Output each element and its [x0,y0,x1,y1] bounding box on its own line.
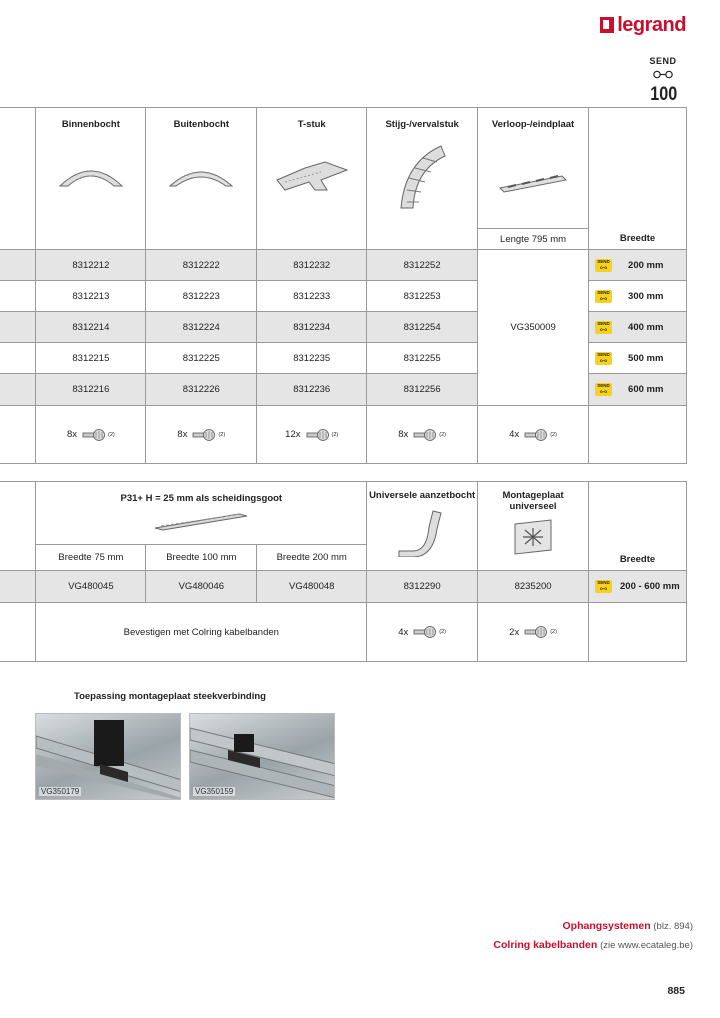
photo-code-2: VG350159 [195,787,234,796]
send-icon: SEND o-o [595,580,612,593]
code-cell: 8312223 [146,281,257,312]
width-value: 600 mm [628,384,664,395]
col-t-stuk-label: T-stuk [297,119,326,130]
bolt-nut-icon [523,428,549,442]
code-cell: 8312212 [36,250,146,281]
qty-cell [478,603,589,662]
width-value: 200 mm [628,259,664,271]
code-cell: 8312234 [257,312,367,343]
col-breedte-label: Breedte [619,233,656,244]
footnote-ref: (2) [550,431,557,438]
bolt-nut-icon [81,428,107,442]
send-icon: SEND o-o [595,321,612,334]
code-cell: 8312233 [257,281,367,312]
width-cell [589,374,687,406]
footer-link-colring-ref: (zie www.ecataleg.be) [600,940,693,951]
width-cell [589,343,687,374]
empty-cell [589,406,687,464]
footnote-ref: (2) [439,629,447,635]
qty-cell [478,406,589,464]
application-photo-1 [35,713,181,800]
row-spacer [0,571,36,603]
fix-note-cell: Bevestigen met Colring kabelbanden [36,603,367,662]
code-cell: 8312255 [367,343,478,374]
merged-code-cell: VG350009 [478,250,589,406]
divider-channel-image [153,510,249,532]
qty-value: 2x [509,626,520,638]
footer-link-ophang[interactable] [493,917,693,936]
width-cell [589,250,687,281]
row-label-blank [0,482,36,571]
width-value: 500 mm [628,352,664,364]
code-cell: 8312216 [36,374,146,406]
width-cell [589,571,687,603]
code-cell: 8312214 [36,312,146,343]
code-cell: 8312235 [257,343,367,374]
code-cell: 8312252 [367,250,478,281]
bolt-nut-icon [305,428,331,442]
col-buitenbocht [146,108,257,250]
col-binnenbocht [36,108,146,250]
bolt-nut-icon [412,428,438,442]
universal-bend-image [397,507,447,557]
col-breedte [589,108,687,250]
code-cell: VG480045 [36,571,146,603]
footnote-ref: (2) [108,431,115,438]
send-icon: SEND o-o [595,290,612,303]
col-verloop-eindplaat-label: Verloop-/eindplaat [491,119,575,130]
legrand-logo-text: legrand [617,13,686,36]
photo-code-1: VG350179 [41,787,80,796]
code-cell: 8312236 [257,374,367,406]
col-montageplaat [478,482,589,571]
row-spacer [0,281,36,312]
product-table-divider [0,481,687,662]
lengte-cell: Lengte 795 mm [478,229,589,250]
code-cell: 8312232 [257,250,367,281]
code-cell: 8312222 [146,250,257,281]
qty-cell [146,406,257,464]
qty-value: 4x [398,626,409,638]
row-spacer [0,250,36,281]
t-piece-image [275,160,349,192]
qty-cell [367,406,478,464]
sub-width-cell: Breedte 100 mm [146,545,257,571]
code-cell: VG480048 [257,571,367,603]
riser-image [397,142,447,212]
qty-value: 8x [66,429,78,440]
bolt-nut-icon [412,625,438,639]
legrand-logo [600,14,686,36]
qty-value: 4x [509,429,520,440]
footnote-ref: (2) [331,431,339,438]
row-spacer [0,343,36,374]
col-breedte-2-label: Breedte [619,554,656,565]
row-spacer [0,603,36,662]
footnote-ref: (2) [218,431,226,438]
page-number: 885 [667,985,685,997]
footer-link-ophang-label[interactable]: Ophangsystemen [562,920,651,932]
col-verloop-eindplaat [478,108,589,229]
col-p31-label: P31+ H = 25 mm als scheidingsgoot [120,493,283,504]
width-cell [589,281,687,312]
send-icon: SEND o-o [595,383,612,396]
qty-cell [36,406,146,464]
footnote-ref: (2) [439,431,447,438]
sub-width-cell: Breedte 200 mm [257,545,367,571]
footer-link-colring[interactable] [493,936,693,955]
mounting-plate-image [511,518,555,556]
footnote-ref: (2) [550,629,557,635]
code-cell: 8312213 [36,281,146,312]
qty-cell [257,406,367,464]
footer-links [493,917,693,955]
footer-link-ophang-ref: (blz. 894) [653,921,693,932]
row-spacer [0,406,36,464]
outer-bend-image [166,160,236,190]
col-stijg-vervalstuk [367,108,478,250]
inner-bend-image [56,160,126,190]
end-plate-image [498,174,568,194]
row-spacer [0,312,36,343]
width-cell [589,312,687,343]
empty-cell [589,603,687,662]
send-badge-label: SEND [649,56,677,66]
qty-value: 12x [285,429,301,440]
code-cell: 8312226 [146,374,257,406]
send-badge-number: 100 [650,84,678,105]
code-cell: 8312254 [367,312,478,343]
code-cell: 8312224 [146,312,257,343]
send-icon: SEND o-o [595,259,612,272]
code-cell: 8312256 [367,374,478,406]
width-value: 300 mm [628,290,664,302]
send-icon: SEND o-o [595,352,612,365]
col-stijg-vervalstuk-label: Stijg-/vervalstuk [385,119,459,130]
sub-width-cell: Breedte 75 mm [36,545,146,571]
legrand-logo-mark [600,17,614,33]
code-cell: 8312225 [146,343,257,374]
row-spacer [0,374,36,406]
code-cell: 8235200 [478,571,589,603]
send-loop-icon [651,70,675,79]
row-label-blank [0,108,36,250]
qty-value: 8x [177,429,188,440]
bolt-nut-icon [523,625,549,639]
product-table-bends [0,107,687,464]
qty-cell [367,603,478,662]
width-value: 400 mm [628,321,664,333]
col-t-stuk [257,108,367,250]
col-montage-label: Montageplaat universeel [502,490,564,512]
width-value: 200 - 600 mm [620,581,680,592]
code-cell: 8312253 [367,281,478,312]
col-breedte-2 [589,482,687,571]
code-cell: VG480046 [146,571,257,603]
send-100-badge [648,56,678,106]
code-cell: 8312290 [367,571,478,603]
bolt-nut-icon [191,428,217,442]
application-photo-2 [189,713,335,800]
col-buitenbocht-label: Buitenbocht [173,119,229,130]
col-p31-divider [36,482,367,545]
col-universele-aanzetbocht [367,482,478,571]
qty-value: 8x [398,429,409,440]
col-aanzet-label: Universele aanzetbocht [369,490,476,501]
col-binnenbocht-label: Binnenbocht [61,119,120,130]
footer-link-colring-label[interactable]: Colring kabelbanden [493,939,598,951]
application-title: Toepassing montageplaat steekverbinding [74,691,266,702]
code-cell: 8312215 [36,343,146,374]
